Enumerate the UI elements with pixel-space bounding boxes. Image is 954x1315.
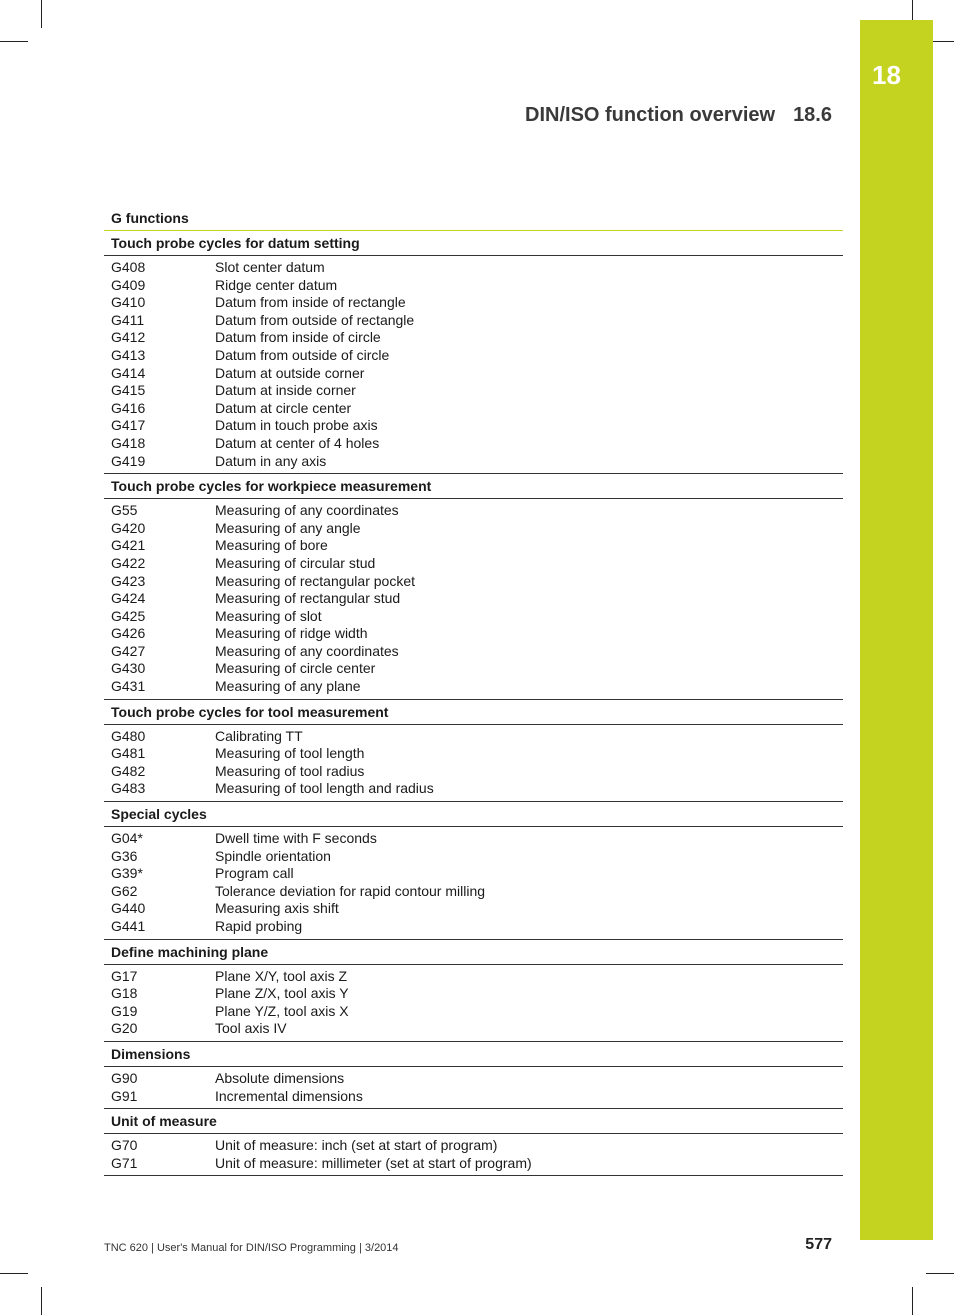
crop-mark xyxy=(41,0,42,28)
g-code-description: Measuring of circle center xyxy=(215,660,376,677)
table-row xyxy=(104,678,843,696)
g-code: G482 xyxy=(111,762,146,779)
footer-text: TNC 620 | User's Manual for DIN/ISO Programming | 3/2014 xyxy=(104,1242,399,1254)
table-row xyxy=(104,347,843,365)
table-row xyxy=(104,1137,843,1155)
g-code: G421 xyxy=(111,537,146,554)
g-code: G417 xyxy=(111,417,146,434)
table-row xyxy=(104,294,843,312)
group-body xyxy=(104,256,843,474)
group-header: Touch probe cycles for tool measurement xyxy=(104,700,843,725)
g-code: G70 xyxy=(111,1137,138,1154)
chapter-number: 18 xyxy=(872,60,901,90)
g-code-description: Measuring of tool radius xyxy=(215,762,365,779)
g-code-description: Unit of measure: inch (set at start of program) xyxy=(215,1137,498,1154)
g-code: G483 xyxy=(111,780,146,797)
table-row xyxy=(104,365,843,383)
g-code: G425 xyxy=(111,607,146,624)
g-code: G62 xyxy=(111,882,138,899)
g-code-description: Measuring of slot xyxy=(215,607,322,624)
g-code: G411 xyxy=(111,311,145,328)
table-row xyxy=(104,417,843,435)
table-row xyxy=(104,382,843,400)
g-code: G17 xyxy=(111,967,138,984)
table-row xyxy=(104,590,843,608)
g-code: G91 xyxy=(111,1087,138,1104)
g-code: G412 xyxy=(111,329,146,346)
g-code: G39* xyxy=(111,865,143,882)
g-code: G441 xyxy=(111,918,146,934)
g-code: G424 xyxy=(111,590,146,607)
g-code: G419 xyxy=(111,452,146,469)
section-number: 18.6 xyxy=(793,104,832,126)
g-code: G418 xyxy=(111,434,146,451)
table-row xyxy=(104,573,843,591)
table-row xyxy=(104,968,843,986)
g-code-description: Plane Z/X, tool axis Y xyxy=(215,985,349,1002)
g-code: G19 xyxy=(111,1002,138,1019)
g-code-description: Datum from outside of rectangle xyxy=(215,311,415,328)
group-header: Touch probe cycles for workpiece measurement xyxy=(104,474,843,499)
group-body xyxy=(104,1067,843,1109)
g-code-description: Datum at inside corner xyxy=(215,382,356,399)
g-code-description: Datum in any axis xyxy=(215,452,327,469)
g-code: G55 xyxy=(111,502,138,519)
table-row xyxy=(104,537,843,555)
table-groups xyxy=(104,231,843,1176)
table-row xyxy=(104,625,843,643)
g-code-description: Measuring of any coordinates xyxy=(215,502,399,519)
table-row xyxy=(104,329,843,347)
g-code: G431 xyxy=(111,678,146,695)
table-row xyxy=(104,643,843,661)
g-code-description: Slot center datum xyxy=(215,259,325,275)
group-body xyxy=(104,499,843,700)
table-row xyxy=(104,502,843,520)
section-header xyxy=(525,104,832,127)
g-code-description: Measuring of ridge width xyxy=(215,625,368,642)
group-header: Unit of measure xyxy=(104,1109,843,1134)
g-code-description: Datum at outside corner xyxy=(215,364,365,381)
table-row xyxy=(104,608,843,626)
g-code-description: Plane X/Y, tool axis Z xyxy=(215,967,348,984)
g-code-description: Datum in touch probe axis xyxy=(215,417,378,434)
g-code-description: Measuring of tool length and radius xyxy=(215,780,434,797)
table-row xyxy=(104,520,843,538)
g-code-description: Measuring of circular stud xyxy=(215,554,376,571)
table-row xyxy=(104,400,843,418)
g-code-description: Datum at center of 4 holes xyxy=(215,434,380,451)
table-row xyxy=(104,745,843,763)
g-code-description: Unit of measure: millimeter (set at start of program) xyxy=(215,1154,532,1171)
table-row xyxy=(104,780,843,798)
table-title: G functions xyxy=(104,208,843,231)
g-code: G427 xyxy=(111,642,146,659)
table-row xyxy=(104,660,843,678)
g-functions-table xyxy=(104,208,843,1176)
table-row xyxy=(104,900,843,918)
table-row xyxy=(104,763,843,781)
g-code: G416 xyxy=(111,399,146,416)
table-row xyxy=(104,453,843,471)
table-row xyxy=(104,848,843,866)
g-code: G440 xyxy=(111,900,146,917)
group-header: Touch probe cycles for datum setting xyxy=(104,231,843,256)
table-row xyxy=(104,1020,843,1038)
table-row xyxy=(104,883,843,901)
g-code-description: Calibrating TT xyxy=(215,727,303,744)
g-code-description: Measuring of tool length xyxy=(215,745,365,762)
g-code: G481 xyxy=(111,745,146,762)
g-code: G90 xyxy=(111,1069,138,1086)
table-row xyxy=(104,865,843,883)
group-body xyxy=(104,965,843,1042)
table-row xyxy=(104,259,843,277)
g-code-description: Plane Y/Z, tool axis X xyxy=(215,1002,349,1019)
g-code: G18 xyxy=(111,985,138,1002)
g-code-description: Measuring of any coordinates xyxy=(215,642,399,659)
g-code: G426 xyxy=(111,625,146,642)
g-code-description: Measuring of bore xyxy=(215,537,328,554)
g-code: G71 xyxy=(111,1154,138,1171)
table-row xyxy=(104,918,843,936)
g-code: G409 xyxy=(111,276,146,293)
group-body xyxy=(104,725,843,802)
group-body xyxy=(104,1134,843,1176)
group-header: Define machining plane xyxy=(104,940,843,965)
g-code-description: Program call xyxy=(215,865,294,882)
g-code: G420 xyxy=(111,519,146,536)
table-row xyxy=(104,985,843,1003)
g-code: G04* xyxy=(111,830,143,847)
g-code-description: Measuring of any angle xyxy=(215,519,361,536)
table-row xyxy=(104,312,843,330)
chapter-tab xyxy=(860,20,933,1240)
g-code: G36 xyxy=(111,847,138,864)
g-code: G480 xyxy=(111,727,146,744)
g-code: G408 xyxy=(111,259,146,275)
g-code: G410 xyxy=(111,294,146,311)
g-code-description: Measuring of rectangular stud xyxy=(215,590,401,607)
g-code: G423 xyxy=(111,572,146,589)
g-code-description: Datum from inside of rectangle xyxy=(215,294,406,311)
g-code-description: Absolute dimensions xyxy=(215,1069,345,1086)
crop-mark xyxy=(0,41,28,42)
section-title: DIN/ISO function overview xyxy=(525,104,776,126)
g-code: G422 xyxy=(111,554,146,571)
g-code: G414 xyxy=(111,364,146,381)
table-row xyxy=(104,435,843,453)
table-row xyxy=(104,277,843,295)
g-code: G413 xyxy=(111,346,146,363)
g-code-description: Measuring axis shift xyxy=(215,900,339,917)
crop-mark xyxy=(926,1273,954,1274)
g-code-description: Datum from outside of circle xyxy=(215,346,390,363)
g-code-description: Tolerance deviation for rapid contour milling xyxy=(215,882,486,899)
g-code-description: Measuring of any plane xyxy=(215,678,361,695)
crop-mark xyxy=(912,1287,913,1315)
g-code-description: Spindle orientation xyxy=(215,847,331,864)
page-number: 577 xyxy=(805,1236,832,1253)
group-body xyxy=(104,827,843,940)
g-code-description: Datum at circle center xyxy=(215,399,352,416)
table-row xyxy=(104,555,843,573)
g-code-description: Rapid probing xyxy=(215,918,303,934)
g-code: G20 xyxy=(111,1020,138,1037)
g-code-description: Measuring of rectangular pocket xyxy=(215,572,415,589)
table-row xyxy=(104,728,843,746)
group-header: Dimensions xyxy=(104,1042,843,1067)
g-code-description: Ridge center datum xyxy=(215,276,338,293)
g-code: G415 xyxy=(111,382,146,399)
crop-mark xyxy=(41,1287,42,1315)
table-row xyxy=(104,1070,843,1088)
table-row xyxy=(104,830,843,848)
table-row xyxy=(104,1155,843,1173)
group-header: Special cycles xyxy=(104,802,843,827)
table-row xyxy=(104,1003,843,1021)
g-code-description: Tool axis IV xyxy=(215,1020,287,1037)
g-code-description: Incremental dimensions xyxy=(215,1087,363,1104)
table-row xyxy=(104,1088,843,1106)
g-code-description: Datum from inside of circle xyxy=(215,329,381,346)
crop-mark xyxy=(0,1273,28,1274)
g-code: G430 xyxy=(111,660,146,677)
g-code-description: Dwell time with F seconds xyxy=(215,830,377,847)
